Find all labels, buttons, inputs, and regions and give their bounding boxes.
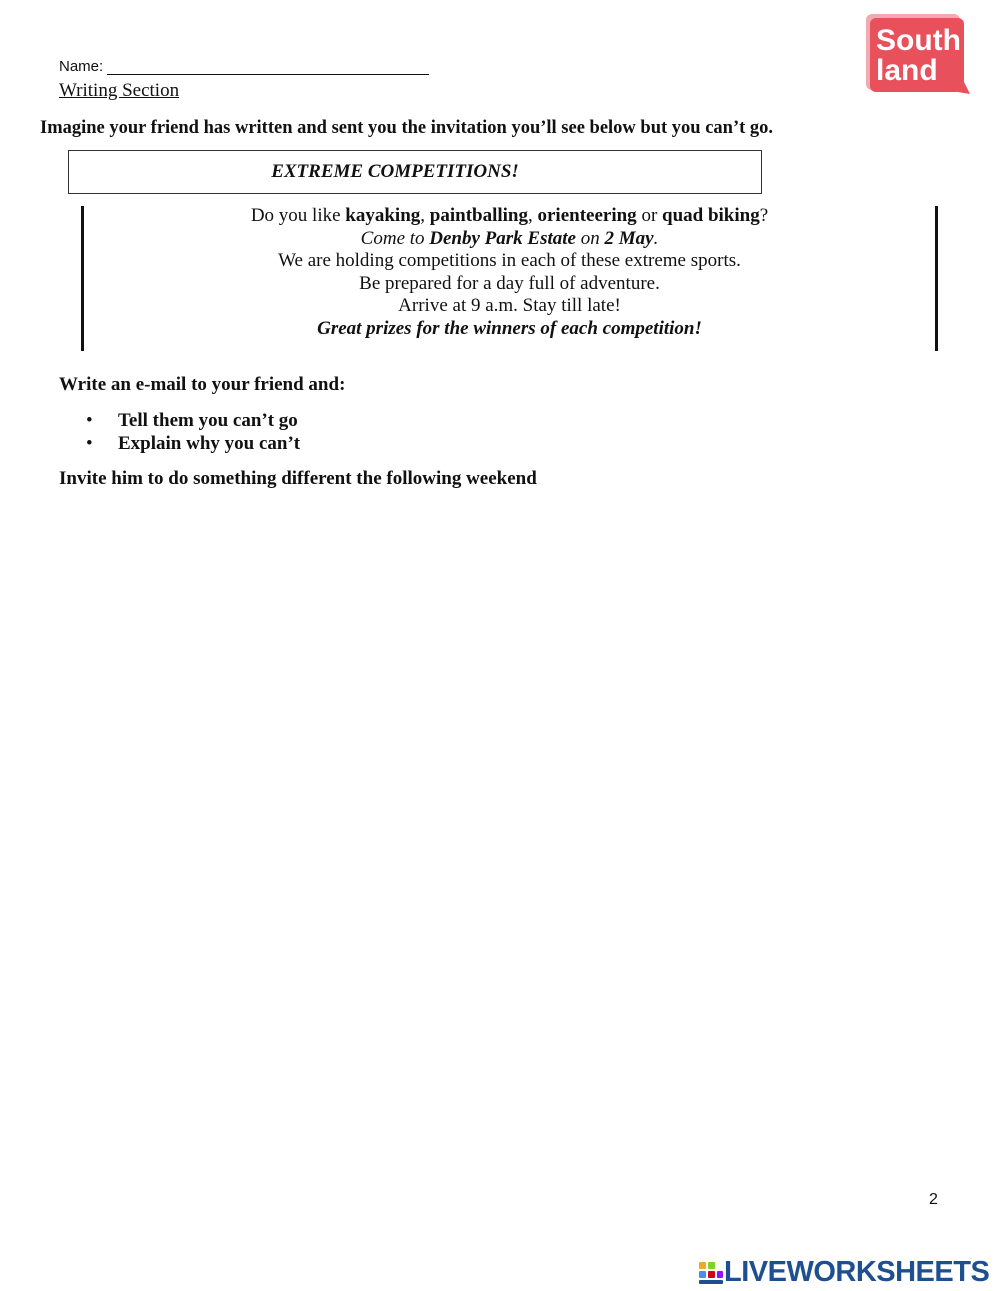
name-field: [59, 58, 429, 75]
invitation-right-border: [935, 206, 938, 351]
list-item: • Tell them you can’t go: [86, 410, 298, 431]
bullet-icon: •: [86, 433, 93, 454]
final-instruction: Invite him to do something different the following weekend: [59, 468, 537, 489]
list-item: • Explain why you can’t: [86, 433, 301, 454]
invitation-line-2: Come to Denby Park Estate on 2 May.: [360, 227, 659, 249]
name-label: Name:: [59, 58, 104, 75]
page-number: 2: [929, 1191, 938, 1208]
invitation-line-6: Great prizes for the winners of each competition!: [317, 317, 702, 339]
intro-instruction: Imagine your friend has written and sent you the invitation you’ll see below but you can’t go.: [40, 118, 774, 138]
task-bullet-list: [86, 409, 300, 455]
invitation-line-3: We are holding competitions in each of these extreme sports.: [278, 250, 741, 271]
competition-title: EXTREME COMPETITIONS!: [271, 161, 519, 182]
task-prompt: Write an e-mail to your friend and:: [59, 374, 346, 395]
invitation-line-5: Arrive at 9 a.m. Stay till late!: [398, 295, 621, 316]
liveworksheets-grid-icon: [698, 1260, 724, 1286]
invitation-line-1: Do you like kayaking, paintballing, orienteering or quad biking?: [250, 205, 769, 226]
svg-text:South: South: [876, 24, 961, 57]
liveworksheets-logo: [698, 1256, 989, 1289]
competition-title-box: [68, 150, 762, 194]
southland-logo: [866, 14, 970, 94]
invitation-text: [84, 205, 935, 340]
invitation-line-4: Be prepared for a day full of adventure.: [359, 272, 660, 294]
bullet-icon: •: [86, 410, 93, 431]
section-title: Writing Section: [59, 80, 180, 101]
liveworksheets-brand-text: LIVEWORKSHEETS: [724, 1256, 990, 1288]
svg-text:land: land: [876, 54, 938, 87]
name-blank-line[interactable]: [107, 58, 429, 75]
